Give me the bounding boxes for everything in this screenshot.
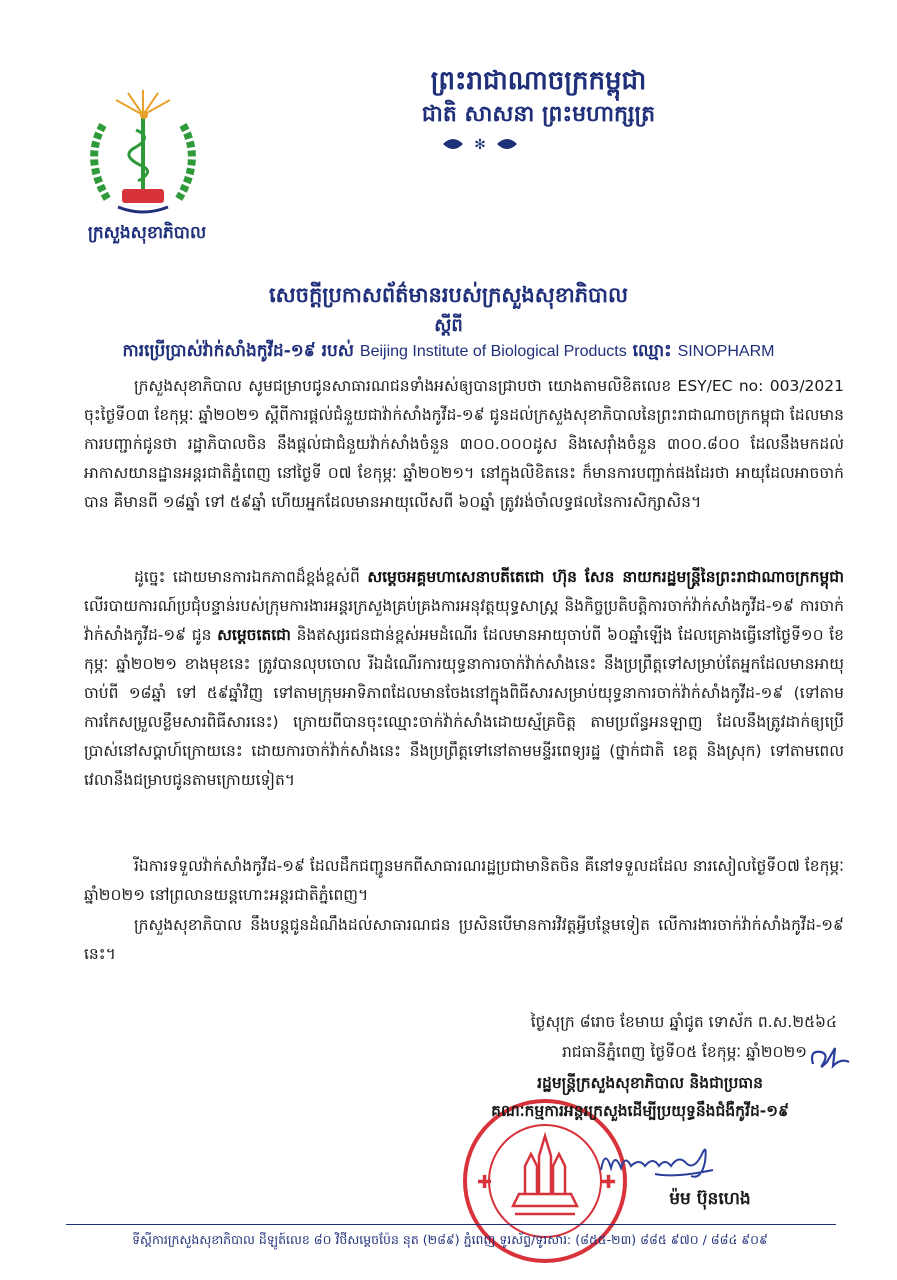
signer-title-committee: គណៈកម្មការអន្តរក្រសួងដើម្បីប្រយុទ្ធនឹងជំងឺកូវីដ-១៩ [491, 1102, 789, 1120]
p2-text-c: និងឥស្សរជនជាន់ខ្ពស់អមដំណើរ ដែលមានអាយុចាប់ពី ៦០ឆ្នាំឡើង ដែលគ្រោងធ្វើនៅថ្ងៃទី១០ ខែកុម្ភៈ ឆ្នាំ២០២១ ខាងមុខនេះ ត្រូវបានលុបចោល រីឯដំណើរការយុទ្ធនាការចាក់វ៉ាក់សាំងនេះ នឹងប្រព្រឹត្តទៅសម្រាប់តែអ្នកដែលមានអាយុចាប់ពី ១៨ឆ្នាំ ទៅ ៥៩ឆ្នាំវិញ ទៅតាមក្រុមអាទិភាពដែលមានចែងនៅក្នុងពិធីសារសម្រាប់យុទ្ធនាការចាក់វ៉ាក់សាំងកូវីដ-១៩ (ទៅតាមការកែសម្រួលខ្លឹមសារពិធីសារនេះ) ក្រោយពីបានចុះឈ្មោះចាក់វ៉ាក់សាំងដោយស្ម័គ្រចិត្ត តាមប្រព័ន្ធអនឡាញ ដែលនឹងត្រូវដាក់ឲ្យប្រើប្រាស់នៅសប្តាហ៍ក្រោយនេះ ដោយការចាក់វ៉ាក់សាំងនេះ នឹងប្រព្រឹត្តទៅនៅតាមមន្ទីរពេទ្យរដ្ឋ (ថ្នាក់ជាតិ ខេត្ត និងស្រុក) ទៅតាមពេលវេលានឹងជម្រាបជូនតាមក្រោយទៀត។ [84, 626, 844, 789]
national-motto: ជាតិ សាសនា ព្រះមហាក្សត្រ [421, 102, 656, 127]
p2-bold-pm: សម្តេចអគ្គមហាសេនាបតីតេជោ ហ៊ុន សែន នាយករដ្ឋមន្ត្រីនៃព្រះរាជាណាចក្រកម្ពុជា [367, 568, 845, 586]
svg-text:✚: ✚ [477, 1172, 493, 1193]
paragraph-3: រីឯការទទួលវ៉ាក់សាំងកូវីដ-១៩ ដែលដឹកជញ្ជូនមកពីសាធារណរដ្ឋប្រជាមានិតចិន គឺនៅទទួលដដែល នារសៀលថ្ងៃទី០៧ ខែកុម្ភៈ ឆ្នាំ២០២១ នៅព្រលានយន្តហោះអន្តរជាតិភ្នំពេញ។ [84, 857, 844, 904]
paragraph-1: ក្រសួងសុខាភិបាល សូមជម្រាបជូនសាធារណជនទាំងអស់ឲ្យបានជ្រាបថា យោងតាមលិខិតលេខ ESY/EC no: 003/2021 ចុះថ្ងៃទី០៣ ខែកុម្ភៈ ឆ្នាំ២០២១ ស្តីពីការផ្តល់ជំនួយជាវ៉ាក់សាំងកូវីដ-១៩ ជូនដល់ក្រសួងសុខាភិបាលនៃព្រះរាជាណាចក្រកម្ពុជា ដែលមានការបញ្ជាក់ជូនថា រដ្ឋាភិបាលចិន នឹងផ្តល់ជាជំនួយវ៉ាក់សាំងចំនួន ៣០០.០០០ដូស និងសេរ៉ាំងចំនួន ៣០០.៨០០ ដែលនឹងមកដល់អាកាសយានដ្ឋានអន្តរជាតិភ្នំពេញ នៅថ្ងៃទី ០៧ ខែកុម្ភៈ ឆ្នាំ២០២១។ នៅក្នុងលិខិតនេះ ក៏មានការបញ្ជាក់ផងដែរថា អាយុដែលអាចចាក់បាន គឺមានពី ១៨ឆ្នាំ ទៅ ៥៩ឆ្នាំ ហើយអ្នកដែលមានអាយុលើសពី ៦០ឆ្នាំ ត្រូវរង់ចាំលទ្ធផលនៃការសិក្សាសិន។ [84, 377, 844, 511]
svg-text:✻: ✻ [474, 137, 486, 153]
footer-divider [66, 1224, 836, 1225]
ministry-name: ក្រសួងសុខាភិបាល [87, 223, 207, 243]
announcement-title: សេចក្តីប្រកាសព័ត៌មានរបស់ក្រសួងសុខាភិបាល [268, 283, 629, 307]
p2-bold-techo: សម្តេចតេជោ [217, 626, 291, 644]
p2-text-b: លើរបាយការណ៍ប្រជុំបន្ទាន់របស់ក្រុមការងារអន្តរក្រសួងគ្រប់គ្រងការអនុវត្តយុទ្ធសាស្ត្រ និងកិច្ចប្រតិបត្តិការចាក់វ៉ាក់សាំងកូវីដ-១៩ ការចាក់វ៉ាក់សាំងកូវីដ-១៩ ជូន [84, 597, 844, 644]
subject-organization: Beijing Institute of Biological Products [359, 343, 627, 360]
signer-name: ម៉ម ប៊ុនហេង [669, 1189, 751, 1209]
subject-khmer: ការប្រើប្រាស់វ៉ាក់សាំងកូវីដ-១៩ របស់ [122, 341, 354, 361]
ornament-divider-icon [435, 134, 525, 154]
paragraph-2 [84, 563, 844, 795]
signer-title-minister: រដ្ឋមន្ត្រីក្រសួងសុខាភិបាល និងជាប្រធាន [537, 1074, 763, 1092]
subject-brand: SINOPHARM [677, 343, 775, 360]
p2-text-a: ដូច្នេះ ដោយមានការឯកភាពដ៏ខ្ពង់ខ្ពស់ពី [134, 568, 368, 586]
handwritten-signature-icon [595, 1140, 720, 1185]
lunar-date: ថ្ងៃសុក្រ ៨រោច ខែមាឃ ឆ្នាំជូត ទោស័ក ព.ស.២៥៦៤ [530, 1013, 837, 1031]
subject-name-label: ឈ្មោះ [632, 341, 672, 361]
kingdom-heading: ព្រះរាជាណាចក្រកម្ពុជា [430, 66, 647, 96]
announcement-subject-label: ស្តីពី [434, 315, 463, 336]
solar-date: រាជធានីភ្នំពេញ ថ្ងៃទី០៥ ខែកុម្ភៈ ឆ្នាំ២០២១ [561, 1043, 807, 1061]
announcement-subject [0, 340, 897, 365]
initials-icon [805, 1042, 855, 1072]
footer-address: ទីស្តីការក្រសួងសុខាភិបាល ដីឡូត៍លេខ ៨០ វិថីសម្តេចប៉ែន នុត (២៨៩) ភ្នំពេញ ទូរស័ព្ទ/ទូរសារ: (៨៥៥-២៣) ៨៨៥ ៩៧០ / ៨៨៤ ៩០៩ [132, 1232, 768, 1247]
paragraph-4: ក្រសួងសុខាភិបាល នឹងបន្តជូនដំណឹងដល់សាធារណជន ប្រសិនបើមានការវិវត្តអ្វីបន្ថែមទៀត លើការងារចាក់វ៉ាក់សាំងកូវីដ-១៩ នេះ។ [84, 916, 844, 963]
svg-text:✚: ✚ [601, 1172, 617, 1193]
